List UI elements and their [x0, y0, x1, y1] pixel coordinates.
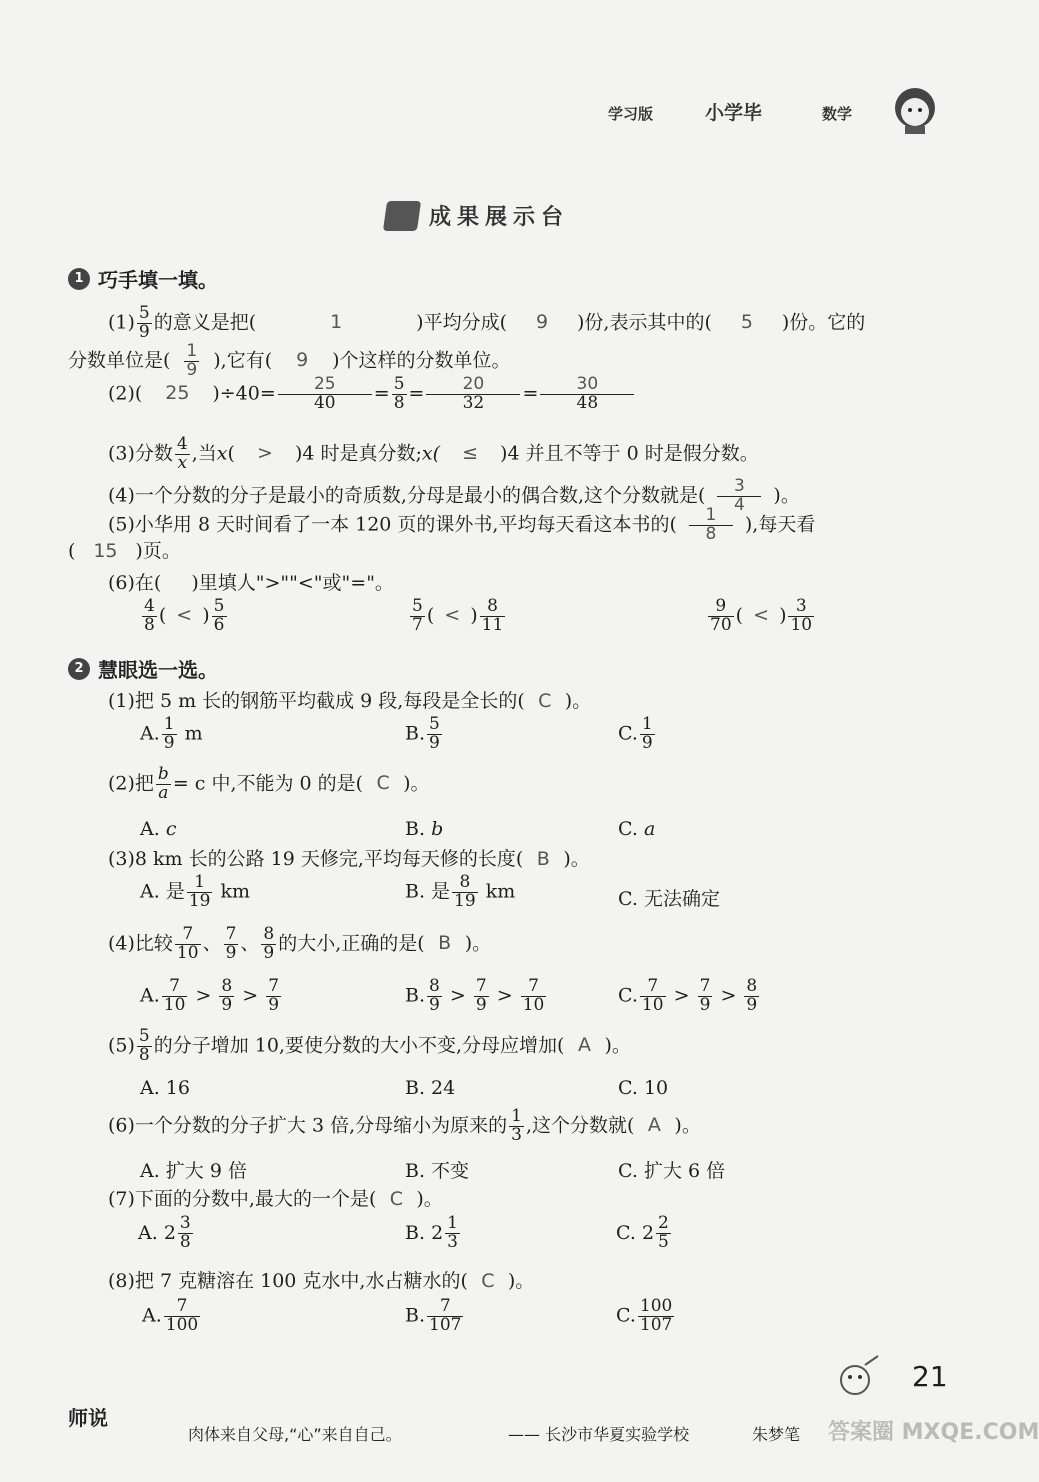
choice-q7-option-a[interactable]: A. 2 $\frac{3}{8}$	[138, 1213, 191, 1252]
fill-q3: (3)分数 $\frac{4}{x}$ ,当x( > )4 时是真分数;x( ≤ )4 并且不等于 0 时是假分数。	[108, 434, 759, 473]
choice-q8: (8)把 7 克糖溶在 100 克水中,水占糖水的( C )。	[108, 1270, 535, 1292]
fraction: $\frac{1}{9}$	[186, 341, 198, 380]
choice-q6-option-c[interactable]: C. 扩大 6 倍	[618, 1160, 726, 1182]
choice-q2-option-b[interactable]: B. b	[405, 818, 444, 840]
choice-q1-option-a[interactable]: A. $\frac{1}{9}$ m	[140, 714, 203, 753]
bug-decoration-icon	[830, 1350, 900, 1400]
fraction: $\frac{5}{8}$	[393, 374, 405, 413]
answer-blank: 9	[535, 311, 549, 334]
fill-q1-line2: 分数单位是( $\frac{1}{9}$ ),它有( 9 )个这样的分数单位。	[68, 341, 511, 380]
answer-blank: A	[647, 1114, 661, 1137]
choice-q1-option-c[interactable]: C. $\frac{1}{9}$	[618, 714, 653, 753]
choice-q5: (5) $\frac{5}{8}$ 的分子增加 10,要使分数的大小不变,分母应增加( A )。	[108, 1026, 631, 1065]
fill-q6: (6)在( )里填人">""<"或"="。	[108, 572, 394, 594]
choice-q6-option-a[interactable]: A. 扩大 9 倍	[140, 1160, 247, 1182]
choice-q4-option-a[interactable]: A. $\frac{7}{10}$ > $\frac{8}{9}$ > $\frac{7}{9}$	[140, 976, 280, 1015]
section-2-heading	[68, 654, 218, 683]
fill-q5-line2: ( 15 )页。	[68, 540, 181, 562]
answer-blank: C	[538, 690, 552, 712]
compare-item-3: $\frac{9}{70}$ ( < ) $\frac{3}{10}$	[710, 596, 813, 635]
header-subject: 数学	[822, 105, 853, 123]
answer-blank: ≤	[462, 442, 478, 465]
choice-q5-option-c[interactable]: C. 10	[618, 1077, 669, 1099]
answer-blank: A	[577, 1034, 591, 1057]
fraction: $\frac{1}{8}$	[689, 507, 733, 544]
choice-q4-option-b[interactable]: B. $\frac{8}{9}$ > $\frac{7}{9}$ > $\frac{7}{10}$	[405, 976, 545, 1015]
choice-q7-option-c[interactable]: C. 2 $\frac{2}{5}$	[616, 1213, 669, 1252]
choice-q3: (3)8 km 长的公路 19 天修完,平均每天修的长度( B )。	[108, 848, 590, 870]
choice-q2: (2)把 $\frac{b}{a}$ = c 中,不能为 0 的是( C )。	[108, 764, 430, 803]
page-number: 21	[912, 1360, 948, 1393]
choice-q7-option-b[interactable]: B. 2 $\frac{1}{3}$	[405, 1213, 458, 1252]
header-edition: 学习版	[608, 105, 654, 123]
choice-q3-option-b[interactable]: B. 是 $\frac{8}{19}$ km	[405, 872, 516, 911]
fraction: $\frac{3}{4}$	[717, 478, 761, 515]
choice-q2-option-c[interactable]: C. a	[618, 818, 656, 840]
footer-source: —— 长沙市华夏实验学校	[508, 1425, 690, 1444]
watermark: 答案圈 MXQE.COM	[828, 1420, 1039, 1445]
answer-blank: 15	[93, 540, 118, 562]
book-icon	[383, 201, 421, 231]
compare-item-1: $\frac{4}{8}$ ( < ) $\frac{5}{6}$	[144, 596, 225, 635]
answer-blank: 1	[330, 311, 343, 334]
compare-item-2: $\frac{5}{7}$ ( < ) $\frac{8}{11}$	[412, 596, 504, 635]
answer-blank: 5	[740, 311, 753, 334]
choice-q8-option-c[interactable]: C. $\frac{100}{107}$	[616, 1296, 673, 1335]
banner-title: 成果展示台	[429, 205, 570, 230]
choice-q4: (4)比较 $\frac{7}{10}$ 、 $\frac{7}{9}$ 、 $\frac{8}{9}$ 的大小,正确的是( B )。	[108, 924, 492, 963]
answer-blank: >	[256, 442, 273, 465]
answer-blank: <	[753, 604, 770, 627]
fill-q4: (4)一个分数的分子是最小的奇质数,分母是最小的偶合数,这个分数就是( $\frac{3}{4}$ )。	[108, 476, 800, 515]
header-series: 小学毕	[705, 102, 763, 124]
fill-q1-line1: (1) $\frac{5}{9}$ 的意义是把( 1 )平均分成( 9 )份,表示其中的( 5 )份。它的	[108, 303, 866, 342]
answer-blank: C	[389, 1188, 404, 1210]
fill-q2: (2)( 25 )÷40= $\frac{25}{40}$ = $\frac{5}{8}$ = $\frac{20}{32}$ = $\frac{30}{48}$	[108, 376, 636, 413]
answer-blank: C	[481, 1270, 495, 1292]
choice-q7: (7)下面的分数中,最大的一个是( C )。	[108, 1188, 443, 1210]
fraction: $\frac{20}{32}$	[426, 376, 520, 413]
fraction: $\frac{4}{x}$	[176, 434, 188, 473]
answer-blank: B	[438, 932, 452, 955]
choice-q6: (6)一个分数的分子扩大 3 倍,分母缩小为原来的 $\frac{1}{3}$ ,这个分数就( A )。	[108, 1106, 701, 1145]
footer-author: 朱梦笔	[752, 1425, 801, 1444]
answer-blank: <	[444, 604, 461, 627]
choice-q3-option-c[interactable]: C. 无法确定	[618, 888, 720, 910]
section-banner	[385, 200, 569, 231]
choice-q5-option-a[interactable]: A. 16	[140, 1077, 190, 1099]
section-number: 1	[68, 268, 90, 290]
answer-blank: B	[536, 848, 550, 870]
footer-label: 师说	[68, 1406, 108, 1430]
answer-blank: C	[376, 772, 390, 795]
choice-q4-option-c[interactable]: C. $\frac{7}{10}$ > $\frac{7}{9}$ > $\frac{8}{9}$	[618, 976, 758, 1015]
section-1-heading	[68, 264, 218, 293]
fraction: $\frac{5}{9}$	[138, 303, 150, 342]
section-number: 2	[68, 658, 90, 680]
answer-blank: <	[176, 604, 193, 627]
answer-blank: 25	[165, 382, 190, 405]
girl-mascot-icon	[880, 80, 950, 140]
choice-q8-option-a[interactable]: A. $\frac{7}{100}$	[142, 1296, 199, 1335]
fill-q5-line1: (5)小华用 8 天时间看了一本 120 页的课外书,平均每天看这本书的( $\frac{1}{8}$ ),每天看	[108, 505, 816, 544]
choice-q1: (1)把 5 m 长的钢筋平均截成 9 段,每段是全长的( C )。	[108, 690, 592, 712]
choice-q3-option-a[interactable]: A. 是 $\frac{1}{19}$ km	[140, 872, 251, 911]
fraction: $\frac{25}{40}$	[278, 376, 372, 413]
section-title: 慧眼选一选。	[98, 658, 218, 682]
choice-q1-option-b[interactable]: B. $\frac{5}{9}$	[405, 714, 440, 753]
choice-q6-option-b[interactable]: B. 不变	[405, 1160, 470, 1182]
choice-q8-option-b[interactable]: B. $\frac{7}{107}$	[405, 1296, 462, 1335]
footer-quote: 肉体来自父母,“心”来自自己。	[188, 1425, 402, 1444]
choice-q5-option-b[interactable]: B. 24	[405, 1077, 456, 1099]
fraction: $\frac{30}{48}$	[540, 376, 634, 413]
section-title: 巧手填一填。	[98, 268, 218, 292]
answer-blank: 9	[296, 349, 309, 372]
choice-q2-option-a[interactable]: A. c	[140, 818, 177, 840]
